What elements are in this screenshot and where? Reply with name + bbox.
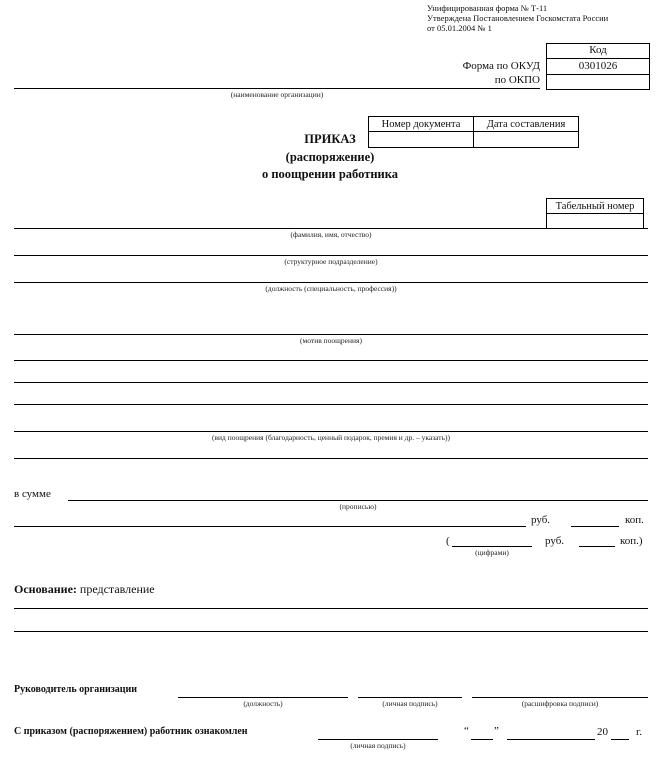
head-position-caption: (должность) (243, 699, 283, 708)
reward-kind-line-1[interactable] (14, 360, 648, 361)
amount-digits-caption: (цифрами) (475, 548, 509, 557)
amount-label: в сумме (14, 488, 51, 500)
order-subtitle: (распоряжение) (285, 150, 375, 164)
basis-label: Основание: (14, 582, 77, 596)
organization-field[interactable] (14, 88, 540, 89)
division-caption: (структурное подразделение) (284, 257, 378, 266)
position-field[interactable] (14, 282, 648, 283)
rub-label-2: руб. (545, 535, 565, 547)
digits-open-paren: ( (446, 535, 450, 547)
division-field[interactable] (14, 255, 648, 256)
okpo-label: по ОКПО (494, 74, 540, 86)
ack-signature-field[interactable] (318, 739, 438, 740)
amount-words-field[interactable] (68, 500, 648, 501)
reward-kind-caption: (вид поощрения (благодарность, ценный подарок, премия и др. – указать)) (212, 433, 450, 442)
personnel-number-table (546, 198, 644, 229)
ack-quote-open: “ (464, 725, 469, 737)
motive-caption: (мотив поощрения) (300, 336, 362, 345)
reward-kind-field[interactable] (14, 431, 648, 432)
head-position-field[interactable] (178, 697, 348, 698)
head-decode-caption: (расшифровка подписи) (521, 699, 599, 708)
doc-date-header: Дата составления (474, 117, 579, 132)
motive-field[interactable] (14, 334, 648, 335)
ack-day-field[interactable] (471, 739, 493, 740)
code-heading: Код (589, 44, 607, 56)
employee-name-field[interactable] (14, 228, 648, 229)
order-title: ПРИКАЗ (304, 132, 356, 146)
ack-year-prefix: 20 (597, 726, 608, 738)
employee-name-caption: (фамилия, имя, отчество) (290, 230, 372, 239)
head-signature-field[interactable] (358, 697, 462, 698)
position-caption: (должность (специальность, профессия)) (265, 284, 397, 293)
basis-value: представление (79, 582, 155, 596)
order-subject: о поощрении работника (261, 167, 399, 181)
approval-text: Утверждена Постановлением Госкомстата России (427, 13, 609, 23)
ack-month-field[interactable] (507, 739, 595, 740)
head-label: Руководитель организации (14, 684, 138, 695)
okud-value[interactable]: 0301026 (546, 58, 650, 75)
personnel-number-label: Табельный номер (547, 199, 644, 214)
kop-label-2: коп.) (620, 535, 643, 547)
kop-digits-field[interactable] (579, 546, 615, 547)
basis-line-2[interactable] (14, 631, 648, 632)
ack-year-field[interactable] (611, 739, 629, 740)
kop-label-1: коп. (625, 514, 644, 526)
amount-words-line-2[interactable] (14, 526, 526, 527)
ack-quote-close: ” (494, 725, 499, 737)
ack-label: С приказом (распоряжением) работник ознакомлен (14, 726, 248, 737)
okud-label: Форма по ОКУД (462, 60, 540, 72)
head-signature-caption: (личная подпись) (382, 699, 438, 708)
kop-words-field[interactable] (571, 526, 619, 527)
doc-date-field[interactable] (474, 132, 579, 148)
rub-label-1: руб. (531, 514, 551, 526)
okpo-value[interactable] (546, 74, 650, 90)
reward-kind-line-2[interactable] (14, 382, 648, 383)
head-decode-field[interactable] (472, 697, 648, 698)
ack-year-suffix: г. (636, 726, 643, 738)
personnel-number-field[interactable] (547, 214, 644, 229)
approval-date-text: от 05.01.2004 № 1 (427, 23, 492, 33)
doc-number-header: Номер документа (369, 117, 474, 132)
amount-digits-field[interactable] (452, 546, 532, 547)
basis-line-1[interactable] (14, 608, 648, 609)
form-number-text: Унифицированная форма № Т-11 (427, 3, 548, 13)
ack-signature-caption: (личная подпись) (350, 741, 406, 750)
reward-kind-line-3[interactable] (14, 404, 648, 405)
reward-kind-line-4[interactable] (14, 458, 648, 459)
amount-words-caption: (прописью) (339, 502, 377, 511)
code-head-cell (546, 43, 650, 59)
organization-caption: (наименование организации) (230, 90, 324, 99)
basis-row (14, 582, 155, 597)
